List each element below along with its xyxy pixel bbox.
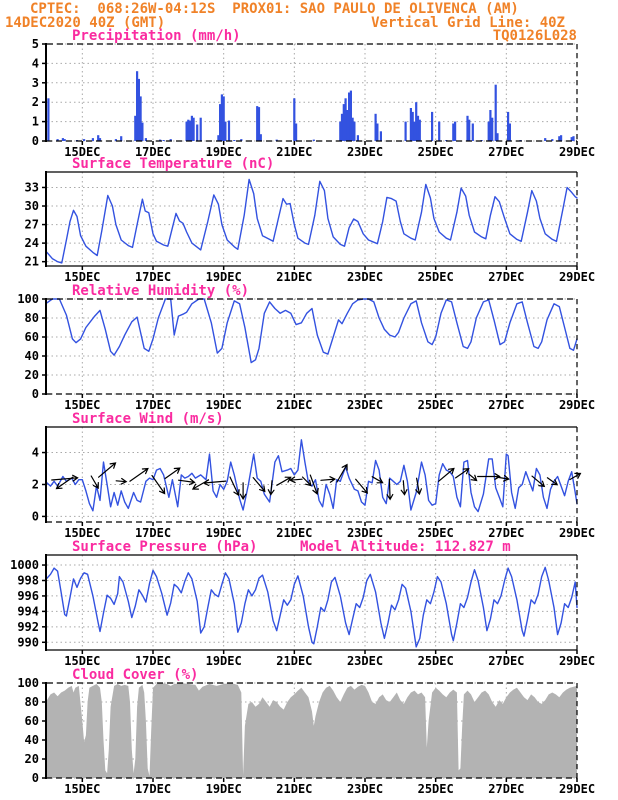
x-tick-label: 25DEC (417, 526, 454, 540)
wind-arrow (152, 476, 165, 494)
panel-temperature (25, 171, 596, 284)
y-tick-label: 27 (24, 217, 39, 232)
x-tick-label: 19DEC (205, 145, 242, 159)
precipitation-bar (495, 85, 497, 141)
precipitation-bar (163, 140, 165, 141)
temperature-line (47, 179, 577, 263)
x-tick-label: 29DEC (558, 526, 596, 540)
precipitation-bar (196, 125, 198, 142)
wind-arrow (165, 468, 180, 478)
panel-wind (32, 426, 595, 540)
y-tick-label: 0 (31, 771, 39, 785)
x-tick-label: 27DEC (488, 782, 525, 796)
precipitation-bar (438, 122, 440, 141)
wind-arrow (116, 479, 126, 485)
precipitation-bar (200, 118, 202, 141)
precipitation-bar (295, 124, 297, 142)
x-tick-label: 23DEC (346, 398, 384, 412)
precipitation-bar (357, 135, 359, 141)
panel-title-precipitation: Precipitation (mm/h) (72, 28, 241, 44)
wind-arrow (240, 483, 246, 499)
y-tick-label: 996 (17, 588, 39, 603)
precipitation-bar (376, 124, 378, 142)
panel-precipitation (32, 37, 595, 159)
x-tick-label: 29DEC (558, 782, 596, 796)
panel-title-temperature: Surface Temperature (nC) (72, 156, 275, 172)
y-tick-label: 0 (31, 387, 39, 401)
x-tick-label: 29DEC (558, 270, 596, 284)
x-tick-label: 27DEC (488, 526, 525, 540)
y-tick-label: 24 (24, 236, 39, 251)
precipitation-bar (405, 122, 407, 141)
precipitation-bar (83, 139, 85, 141)
y-tick-label: 40 (24, 733, 39, 747)
y-tick-label: 998 (17, 573, 39, 588)
precipitation-bar (572, 136, 574, 141)
y-tick-label: 21 (24, 254, 39, 269)
header-grid-line-label: Vertical Grid Line: 40Z (371, 15, 565, 31)
pressure-line (47, 567, 577, 647)
x-tick-label: 19DEC (205, 398, 242, 412)
wind-arrow (130, 469, 148, 482)
x-tick-label: 29DEC (558, 654, 596, 668)
y-tick-label: 5 (31, 37, 39, 51)
x-tick-label: 23DEC (346, 145, 384, 159)
x-tick-label: 21DEC (276, 654, 313, 668)
precipitation-bar (228, 121, 230, 141)
y-tick-label: 992 (17, 619, 39, 634)
x-tick-label: 19DEC (205, 782, 242, 796)
x-tick-label: 17DEC (134, 145, 172, 159)
y-tick-label: 3 (31, 75, 39, 90)
precipitation-bar (193, 118, 195, 141)
precipitation-bar (47, 98, 49, 141)
panel-title-pressure: Surface Pressure (hPa) (72, 539, 258, 555)
wind-arrow (372, 477, 382, 483)
y-tick-label: 80 (24, 695, 39, 709)
wind-arrow (268, 481, 274, 495)
x-tick-label: 15DEC (64, 526, 101, 540)
precipitation-bar (509, 124, 511, 142)
precipitation-bar (560, 135, 562, 141)
precipitation-bar (141, 123, 143, 141)
y-tick-label: 40 (24, 349, 39, 363)
x-tick-label: 19DEC (205, 526, 242, 540)
header-model-id: TQ0126L028 (492, 28, 577, 44)
panel-pressure (10, 554, 595, 668)
cloud-area (47, 683, 577, 778)
wind-arrow (401, 481, 407, 495)
y-tick-label: 994 (17, 604, 39, 619)
x-tick-label: 25DEC (417, 782, 454, 796)
x-tick-label: 29DEC (558, 398, 596, 412)
x-tick-label: 23DEC (346, 654, 384, 668)
y-tick-label: 33 (24, 180, 39, 195)
x-tick-label: 23DEC (346, 526, 384, 540)
y-tick-label: 0 (31, 509, 39, 524)
x-tick-label: 17DEC (134, 526, 172, 540)
y-tick-label: 100 (17, 292, 39, 306)
x-tick-label: 23DEC (346, 270, 384, 284)
precipitation-bar (64, 139, 66, 141)
y-tick-label: 990 (17, 635, 39, 650)
precipitation-bar (491, 118, 493, 141)
x-tick-label: 25DEC (417, 654, 454, 668)
header-run-date: 14DEC2020 40Z (GMT) (5, 15, 166, 31)
y-tick-label: 0 (31, 134, 39, 148)
precipitation-bar (472, 124, 474, 142)
x-tick-label: 17DEC (134, 270, 172, 284)
x-tick-label: 25DEC (417, 398, 454, 412)
y-tick-label: 60 (24, 330, 39, 344)
x-tick-label: 27DEC (488, 654, 525, 668)
x-tick-label: 25DEC (417, 145, 454, 159)
x-tick-label: 21DEC (276, 145, 313, 159)
x-tick-label: 17DEC (134, 654, 172, 668)
wind-arrow (277, 477, 291, 485)
x-tick-label: 19DEC (205, 270, 242, 284)
y-tick-label: 20 (24, 752, 39, 766)
x-tick-label: 27DEC (488, 145, 525, 159)
y-tick-label: 20 (24, 368, 39, 382)
precipitation-bar (224, 122, 226, 141)
x-tick-label: 21DEC (276, 526, 313, 540)
x-tick-label: 15DEC (64, 782, 101, 796)
y-tick-label: 2 (31, 95, 39, 110)
x-tick-label: 15DEC (64, 145, 101, 159)
wind-arrow (337, 465, 347, 482)
wind-arrow (290, 477, 302, 483)
x-tick-label: 21DEC (276, 270, 313, 284)
precipitation-bar (92, 138, 94, 141)
header-station-line: CPTEC: 068:26W-04:12S PROX01: SAO PAULO DE OLIVENCA (AM) (30, 1, 519, 17)
y-tick-label: 4 (31, 56, 39, 71)
y-tick-label: 4 (31, 445, 39, 460)
precipitation-bar (454, 122, 456, 141)
y-tick-label: 2 (31, 477, 39, 492)
y-tick-label: 1 (31, 114, 39, 129)
x-tick-label: 17DEC (134, 398, 172, 412)
x-tick-label: 21DEC (276, 782, 313, 796)
precipitation-bar (544, 138, 546, 141)
y-tick-label: 1000 (10, 558, 39, 573)
x-tick-label: 15DEC (64, 398, 101, 412)
x-tick-label: 21DEC (276, 398, 313, 412)
precipitation-bar (260, 134, 262, 141)
wind-arrow (99, 463, 116, 477)
x-tick-label: 15DEC (64, 270, 101, 284)
precipitation-bar (431, 112, 433, 141)
x-tick-label: 23DEC (346, 782, 384, 796)
x-tick-label: 17DEC (134, 782, 172, 796)
x-tick-label: 27DEC (488, 398, 525, 412)
precipitation-bar (120, 136, 122, 141)
y-tick-label: 60 (24, 714, 39, 728)
precipitation-bar (353, 122, 355, 141)
precipitation-bar (380, 131, 382, 141)
y-tick-label: 100 (17, 676, 39, 690)
panel-title-humidity: Relative Humidity (%) (72, 283, 250, 299)
y-tick-label: 80 (24, 311, 39, 325)
precipitation-bar (419, 120, 421, 141)
panel-title-model-altitude: Model Altitude: 112.827 m (300, 539, 511, 555)
panel-title-cloud-cover: Cloud Cover (%) (72, 667, 199, 683)
precipitation-bar (313, 140, 315, 141)
x-tick-label: 25DEC (417, 270, 454, 284)
wind-arrow (321, 477, 335, 483)
x-tick-label: 29DEC (558, 145, 596, 159)
precipitation-bar (233, 140, 235, 141)
humidity-line (47, 299, 577, 363)
precipitation-bar (468, 120, 470, 141)
panel-humidity (17, 292, 595, 412)
wind-arrow (91, 476, 98, 488)
precipitation-bar (496, 133, 498, 141)
y-tick-label: 30 (24, 199, 39, 214)
wind-arrow (230, 477, 239, 495)
panel-cloud (17, 676, 595, 796)
panel-title-wind: Surface Wind (m/s) (72, 411, 224, 427)
x-tick-label: 19DEC (205, 654, 242, 668)
x-tick-label: 27DEC (488, 270, 525, 284)
wind-arrow (478, 474, 500, 480)
x-tick-label: 15DEC (64, 654, 101, 668)
